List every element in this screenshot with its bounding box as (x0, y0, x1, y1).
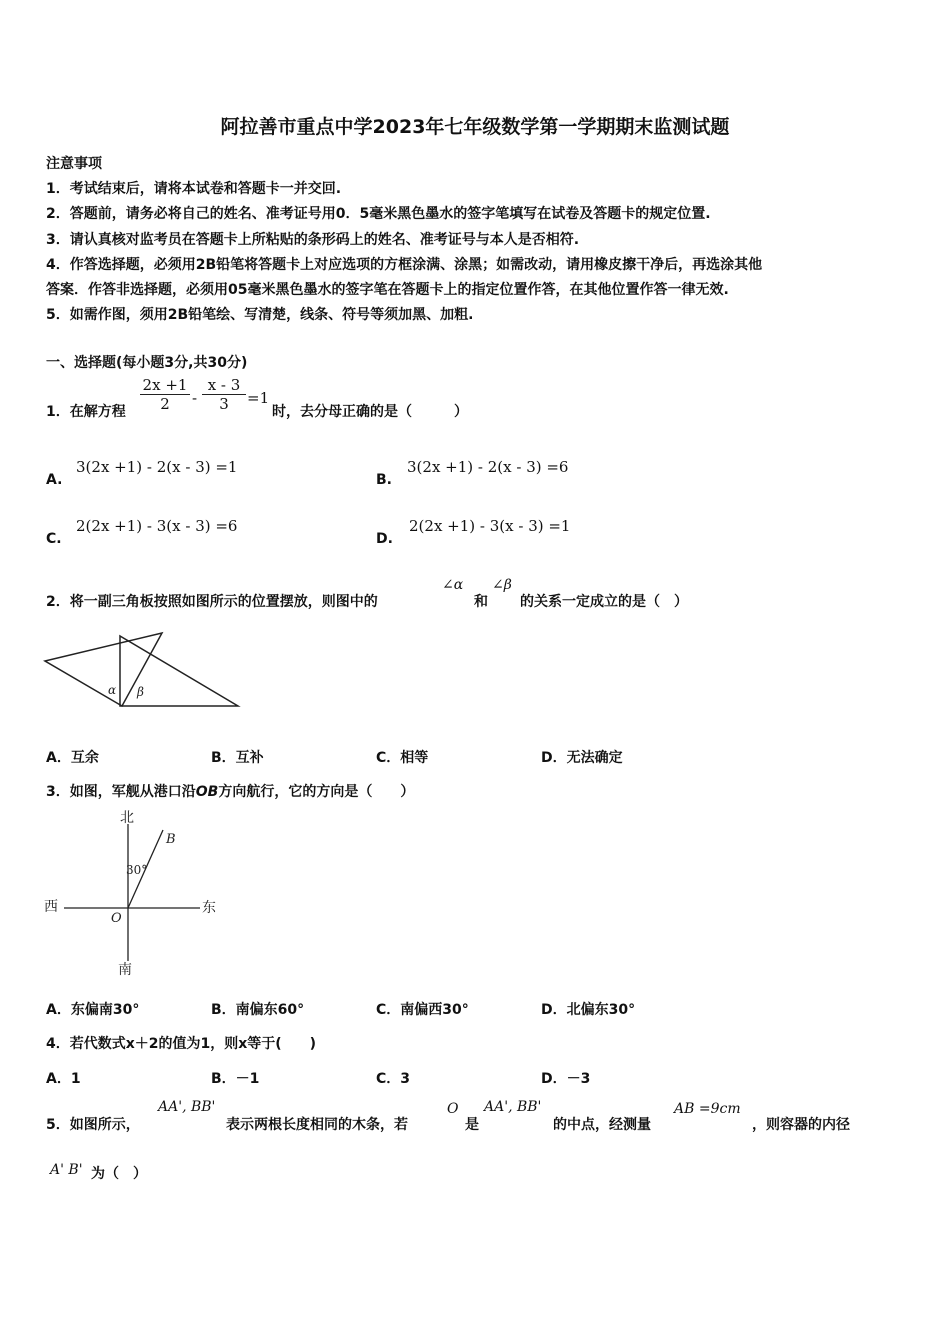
q3-label-north: 北 (120, 810, 134, 826)
q2-option-d: D．无法确定 (541, 750, 623, 766)
q1-minus: - (192, 389, 198, 407)
q5-measure: AB =9cm (674, 1101, 741, 1117)
q2-angle-alpha: ∠α (442, 577, 464, 593)
q5-sticks: AA', BB' (158, 1099, 216, 1115)
q1-equals: =1 (247, 389, 270, 407)
section-heading: 一、选择题(每小题3分,共30分) (46, 355, 248, 371)
q2-prefix: 2．将一副三角板按照如图所示的位置摆放，则图中的 (46, 594, 378, 610)
notice-item: 2．答题前，请务必将自己的姓名、准考证号用0．5毫米黑色墨水的签字笔填写在试卷及答题卡的规定位置. (46, 206, 711, 222)
q3-suffix: 方向航行，它的方向是（ ） (218, 784, 415, 800)
q3-option-b: B．南偏东60° (211, 1002, 305, 1018)
q5-suffix: ，则容器的内径 (752, 1117, 850, 1133)
q3-option-c: C．南偏西30° (376, 1002, 469, 1018)
q3-label-west: 西 (44, 899, 58, 915)
q4-option-c: C．3 (376, 1071, 411, 1087)
q5-prefix: 5．如图所示， (46, 1117, 140, 1133)
notice-item: 5．如需作图，须用2B铅笔绘、写清楚，线条、符号等须加黑、加粗. (46, 307, 474, 323)
q1-option-b-expr: 3(2x +1) - 2(x - 3) =6 (407, 458, 569, 476)
q3-label-south: 南 (118, 962, 132, 978)
q3-prefix (46, 781, 414, 801)
q5-mid1: 表示两根长度相同的木条，若 (226, 1117, 408, 1133)
q3-label-angle: 30° (126, 863, 148, 877)
q3-option-a: A．东偏南30° (46, 1002, 140, 1018)
notice-heading: 注意事项 (46, 156, 102, 172)
q2-and: 和 (474, 594, 488, 610)
q1-prefix: 1．在解方程 (46, 404, 126, 420)
notice-item: 1．考试结束后，请将本试卷和答题卡一并交回. (46, 181, 342, 197)
q2-option-c: C．相等 (376, 750, 429, 766)
q1-fraction-1 (140, 376, 190, 413)
q1-option-d-letter: D. (376, 531, 393, 547)
q5-mid3: 的中点，经测量 (553, 1117, 651, 1133)
q5-mid2: 是 (465, 1117, 479, 1133)
q5-o: O (447, 1101, 459, 1117)
q2-angle-beta: ∠β (492, 577, 512, 593)
q3-label-east: 东 (202, 900, 216, 916)
notice-item: 4．作答选择题，必须用2B铅笔将答题卡上对应选项的方框涂满、涂黑；如需改动，请用橡皮擦干净后，再选涂其他 (46, 257, 763, 273)
q1-option-b-letter: B. (376, 472, 392, 488)
q3-label-o: O (111, 911, 122, 926)
page-title: 阿拉善市重点中学2023年七年级数学第一学期期末监测试题 (220, 116, 730, 138)
q2-option-a: A．互余 (46, 750, 99, 766)
q1-fraction-2 (202, 376, 246, 413)
q4-text: 4．若代数式x＋2的值为1，则x等于( ) (46, 1036, 317, 1052)
q2-triangle-left (45, 633, 162, 706)
q5-line2-text: 为（ ） (91, 1166, 147, 1182)
q3-option-d: D．北偏东30° (541, 1002, 636, 1018)
q4-option-a: A．1 (46, 1071, 81, 1087)
q3-compass-figure (40, 806, 230, 978)
q1-option-d-expr: 2(2x +1) - 3(x - 3) =1 (409, 517, 571, 535)
q1-frac2-denominator: 3 (219, 395, 229, 413)
q1-option-a-letter: A. (46, 472, 63, 488)
q3-prefix-text: 3．如图，军舰从港口沿 (46, 784, 196, 800)
q1-suffix: 时，去分母正确的是（ ） (272, 404, 468, 420)
q1-frac2-numerator: x - 3 (202, 376, 246, 395)
q2-option-b: B．互补 (211, 750, 264, 766)
q3-ob: OB (195, 784, 219, 800)
q4-option-d: D．－3 (541, 1071, 591, 1087)
q2-suffix: 的关系一定成立的是（ ） (520, 594, 688, 610)
q2-triangle-figure (40, 628, 250, 714)
q2-label-alpha: α (108, 683, 117, 697)
q5-sticks-2: AA', BB' (484, 1099, 542, 1115)
q1-option-c-expr: 2(2x +1) - 3(x - 3) =6 (76, 517, 238, 535)
q1-frac1-denominator: 2 (160, 395, 170, 413)
q1-frac1-numerator: 2x +1 (140, 376, 190, 395)
q1-option-c-letter: C. (46, 531, 62, 547)
notice-item: 3．请认真核对监考员在答题卡上所粘贴的条形码上的姓名、准考证号与本人是否相符. (46, 232, 580, 248)
notice-item: 答案．作答非选择题，必须用05毫米黑色墨水的签字笔在答题卡上的指定位置作答，在其他位置作答一律无效. (46, 282, 729, 298)
q2-label-beta: β (137, 685, 144, 699)
q5-line2-math: A' B' (50, 1162, 83, 1178)
q3-label-b: B (166, 832, 176, 847)
q1-option-a-expr: 3(2x +1) - 2(x - 3) =1 (76, 458, 238, 476)
q4-option-b: B．－1 (211, 1071, 260, 1087)
